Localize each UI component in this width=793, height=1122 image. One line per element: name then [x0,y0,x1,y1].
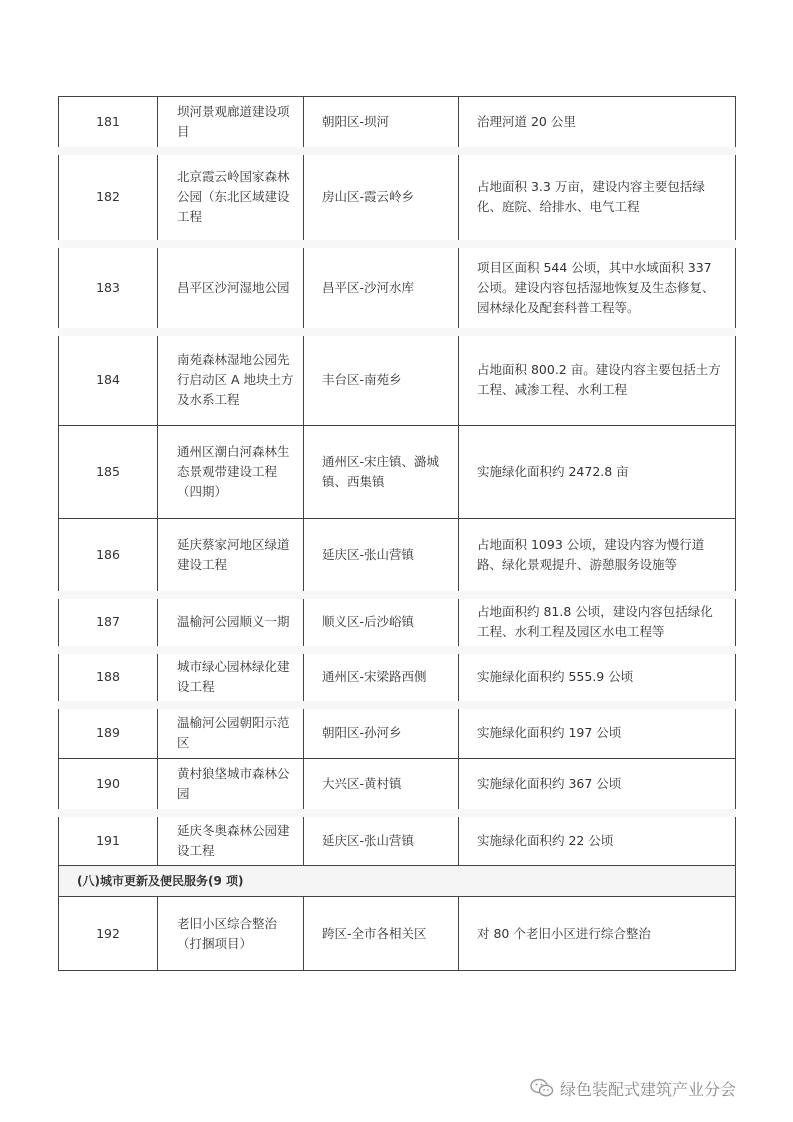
section-title: (八)城市更新及便民服务(9 项) [59,866,736,897]
row-number: 192 [59,897,158,971]
project-name: 黄村狼垡城市森林公园 [158,759,304,813]
project-content: 实施绿化面积约 367 公顷 [459,759,736,813]
project-content: 占地面积约 81.8 公顷，建设内容包括绿化工程、水利工程及园区水电工程等 [459,595,736,650]
project-location: 延庆区-张山营镇 [304,813,459,866]
row-number: 184 [59,332,158,426]
project-content: 实施绿化面积约 555.9 公顷 [459,650,736,705]
watermark-text: 绿色装配式建筑产业分会 [560,1079,737,1099]
table-row [59,332,736,426]
project-location: 丰台区-南苑乡 [304,332,459,426]
table-row [59,151,736,244]
row-number: 186 [59,519,158,595]
project-content: 占地面积 3.3 万亩，建设内容主要包括绿化、庭院、给排水、电气工程 [459,151,736,244]
row-number: 183 [59,244,158,332]
project-name: 城市绿心园林绿化建设工程 [158,650,304,705]
project-location: 跨区-全市各相关区 [304,897,459,971]
row-number: 188 [59,650,158,705]
project-location: 通州区-宋庄镇、潞城镇、西集镇 [304,426,459,519]
project-name: 延庆冬奥森林公园建设工程 [158,813,304,866]
project-content: 实施绿化面积约 22 公顷 [459,813,736,866]
row-number: 190 [59,759,158,813]
project-content: 占地面积 1093 公顷，建设内容为慢行道路、绿化景观提升、游憩服务设施等 [459,519,736,595]
table-row [59,759,736,813]
project-content: 实施绿化面积约 2472.8 亩 [459,426,736,519]
section-header-row [59,866,736,897]
row-number: 191 [59,813,158,866]
table-row [59,650,736,705]
wechat-icon [530,1078,554,1098]
table-row [59,705,736,759]
project-location: 通州区-宋梁路西侧 [304,650,459,705]
project-location: 昌平区-沙河水库 [304,244,459,332]
project-name: 昌平区沙河湿地公园 [158,244,304,332]
table-row [59,97,736,151]
project-location: 顺义区-后沙峪镇 [304,595,459,650]
row-number: 182 [59,151,158,244]
table-row [59,244,736,332]
project-name: 通州区潮白河森林生态景观带建设工程（四期） [158,426,304,519]
row-number: 189 [59,705,158,759]
project-table [58,96,736,971]
row-number: 187 [59,595,158,650]
table-row [59,595,736,650]
project-content: 项目区面积 544 公顷，其中水域面积 337 公顷。建设内容包括湿地恢复及生态修复、园林绿化及配套科普工程等。 [459,244,736,332]
project-content: 实施绿化面积约 197 公顷 [459,705,736,759]
project-name: 温榆河公园顺义一期 [158,595,304,650]
table-row [59,897,736,971]
table-row [59,426,736,519]
project-location: 房山区-霞云岭乡 [304,151,459,244]
project-name: 北京霞云岭国家森林公园（东北区域建设工程 [158,151,304,244]
row-number: 181 [59,97,158,151]
project-name: 温榆河公园朝阳示范区 [158,705,304,759]
project-location: 朝阳区-孙河乡 [304,705,459,759]
row-number: 185 [59,426,158,519]
table-row [59,813,736,866]
project-name: 坝河景观廊道建设项目 [158,97,304,151]
project-location: 大兴区-黄村镇 [304,759,459,813]
table-row [59,519,736,595]
project-content: 对 80 个老旧小区进行综合整治 [459,897,736,971]
project-location: 朝阳区-坝河 [304,97,459,151]
project-content: 占地面积 800.2 亩。建设内容主要包括土方工程、减渗工程、水利工程 [459,332,736,426]
project-content: 治理河道 20 公里 [459,97,736,151]
project-name: 老旧小区综合整治（打捆项目） [158,897,304,971]
project-location: 延庆区-张山营镇 [304,519,459,595]
project-name: 南苑森林湿地公园先行启动区 A 地块土方及水系工程 [158,332,304,426]
watermark [530,1076,736,1100]
project-name: 延庆蔡家河地区绿道建设工程 [158,519,304,595]
